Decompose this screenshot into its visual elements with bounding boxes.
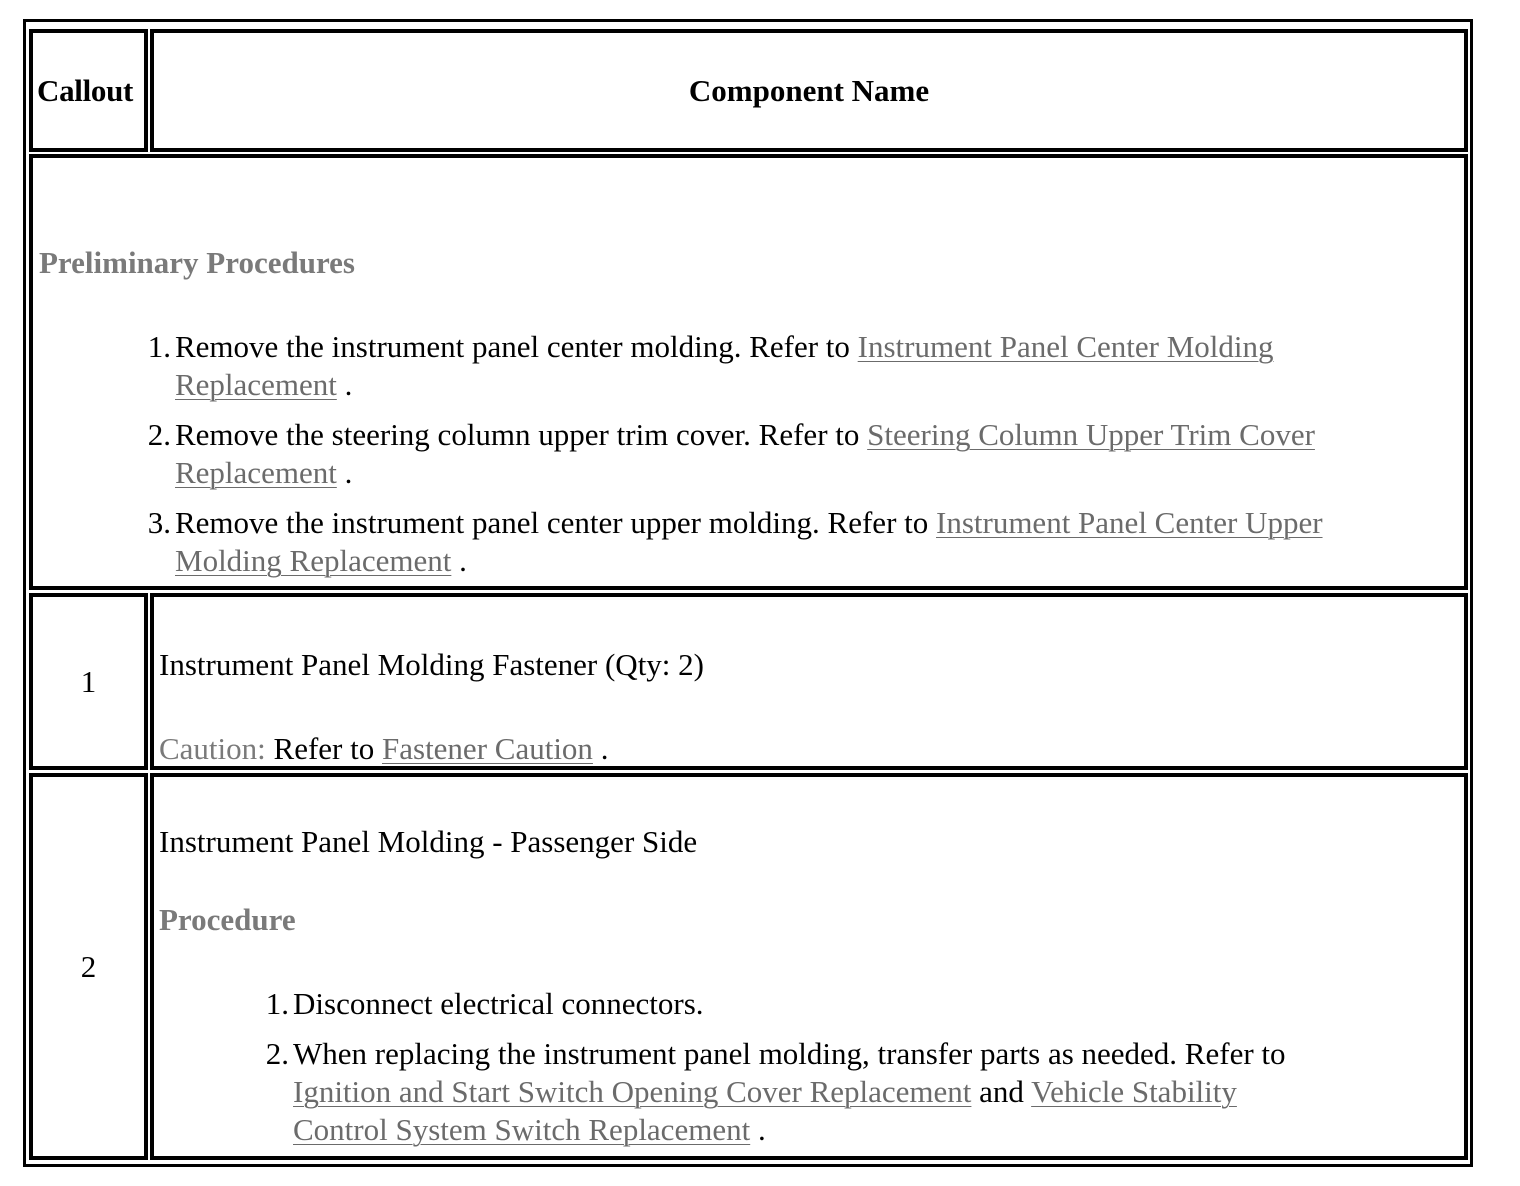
- instrument-panel-center-molding-link[interactable]: Instrument Panel Center Molding: [857, 329, 1274, 364]
- list-item-joiner: and: [971, 1074, 1032, 1109]
- instrument-panel-center-molding-link-line2[interactable]: Replacement: [175, 367, 337, 402]
- component-2-cell: [150, 773, 1468, 1160]
- caution-suffix: .: [592, 731, 609, 766]
- vehicle-stability-control-switch-link-line2[interactable]: Control System Switch Replacement: [293, 1112, 751, 1147]
- list-item: [265, 1035, 1286, 1149]
- component-1-cell: [150, 593, 1468, 770]
- list-item-suffix: .: [451, 543, 467, 578]
- ignition-start-switch-cover-link[interactable]: Ignition and Start Switch Opening Cover Replacement: [293, 1074, 972, 1109]
- caution-text: Refer to: [265, 731, 382, 766]
- callout-1-cell: [29, 593, 148, 770]
- list-item-number: 3.: [147, 505, 171, 540]
- caution-line: [159, 730, 608, 768]
- component-name: Instrument Panel Molding Fastener (Qty: 2): [159, 647, 704, 682]
- callout-2-cell: [29, 773, 148, 1160]
- callout-number: 1: [80, 663, 97, 699]
- list-item-text: Remove the instrument panel center upper molding. Refer to: [175, 505, 936, 540]
- vehicle-stability-control-switch-link[interactable]: Vehicle Stability: [1031, 1074, 1237, 1109]
- list-item-text: When replacing the instrument panel molding, transfer parts as needed. Refer to: [293, 1036, 1286, 1071]
- list-item-suffix: .: [750, 1112, 766, 1147]
- list-item-number: 2.: [265, 1036, 289, 1071]
- component-name: Instrument Panel Molding - Passenger Side: [159, 824, 698, 859]
- steering-column-upper-trim-cover-link[interactable]: Steering Column Upper Trim Cover: [867, 417, 1315, 452]
- fastener-caution-link[interactable]: Fastener Caution: [382, 731, 593, 766]
- instrument-panel-center-upper-molding-link-line2[interactable]: Molding Replacement: [175, 543, 452, 578]
- list-item-text: Disconnect electrical connectors.: [293, 986, 704, 1021]
- list-item-text: Remove the instrument panel center molding. Refer to: [175, 329, 858, 364]
- steering-column-upper-trim-cover-link-line2[interactable]: Replacement: [175, 455, 337, 490]
- procedure-steps-list: [265, 985, 1286, 1161]
- list-item-suffix: .: [336, 455, 353, 490]
- procedure-title: Procedure: [159, 902, 296, 937]
- list-item-number: 1.: [147, 329, 171, 364]
- list-item-text: Remove the steering column upper trim cover. Refer to: [175, 417, 868, 452]
- component-name-header: [150, 29, 1468, 152]
- preliminary-procedures-title: Preliminary Procedures: [39, 245, 355, 280]
- caution-label: Caution:: [159, 731, 266, 766]
- callout-header: [29, 29, 148, 152]
- preliminary-procedures-list: [147, 328, 1323, 592]
- component-name-header-label: Component Name: [688, 72, 930, 108]
- instrument-panel-center-upper-molding-link[interactable]: Instrument Panel Center Upper: [936, 505, 1323, 540]
- list-item-suffix: .: [336, 367, 353, 402]
- list-item: [147, 504, 1323, 580]
- list-item-number: 1.: [265, 986, 289, 1021]
- callout-number: 2: [80, 948, 97, 984]
- list-item: [265, 985, 1286, 1023]
- list-item: [147, 328, 1323, 404]
- callout-header-label: Callout: [37, 72, 134, 108]
- list-item: [147, 416, 1323, 492]
- list-item-number: 2.: [147, 417, 171, 452]
- preliminary-procedures-cell: [29, 154, 1468, 590]
